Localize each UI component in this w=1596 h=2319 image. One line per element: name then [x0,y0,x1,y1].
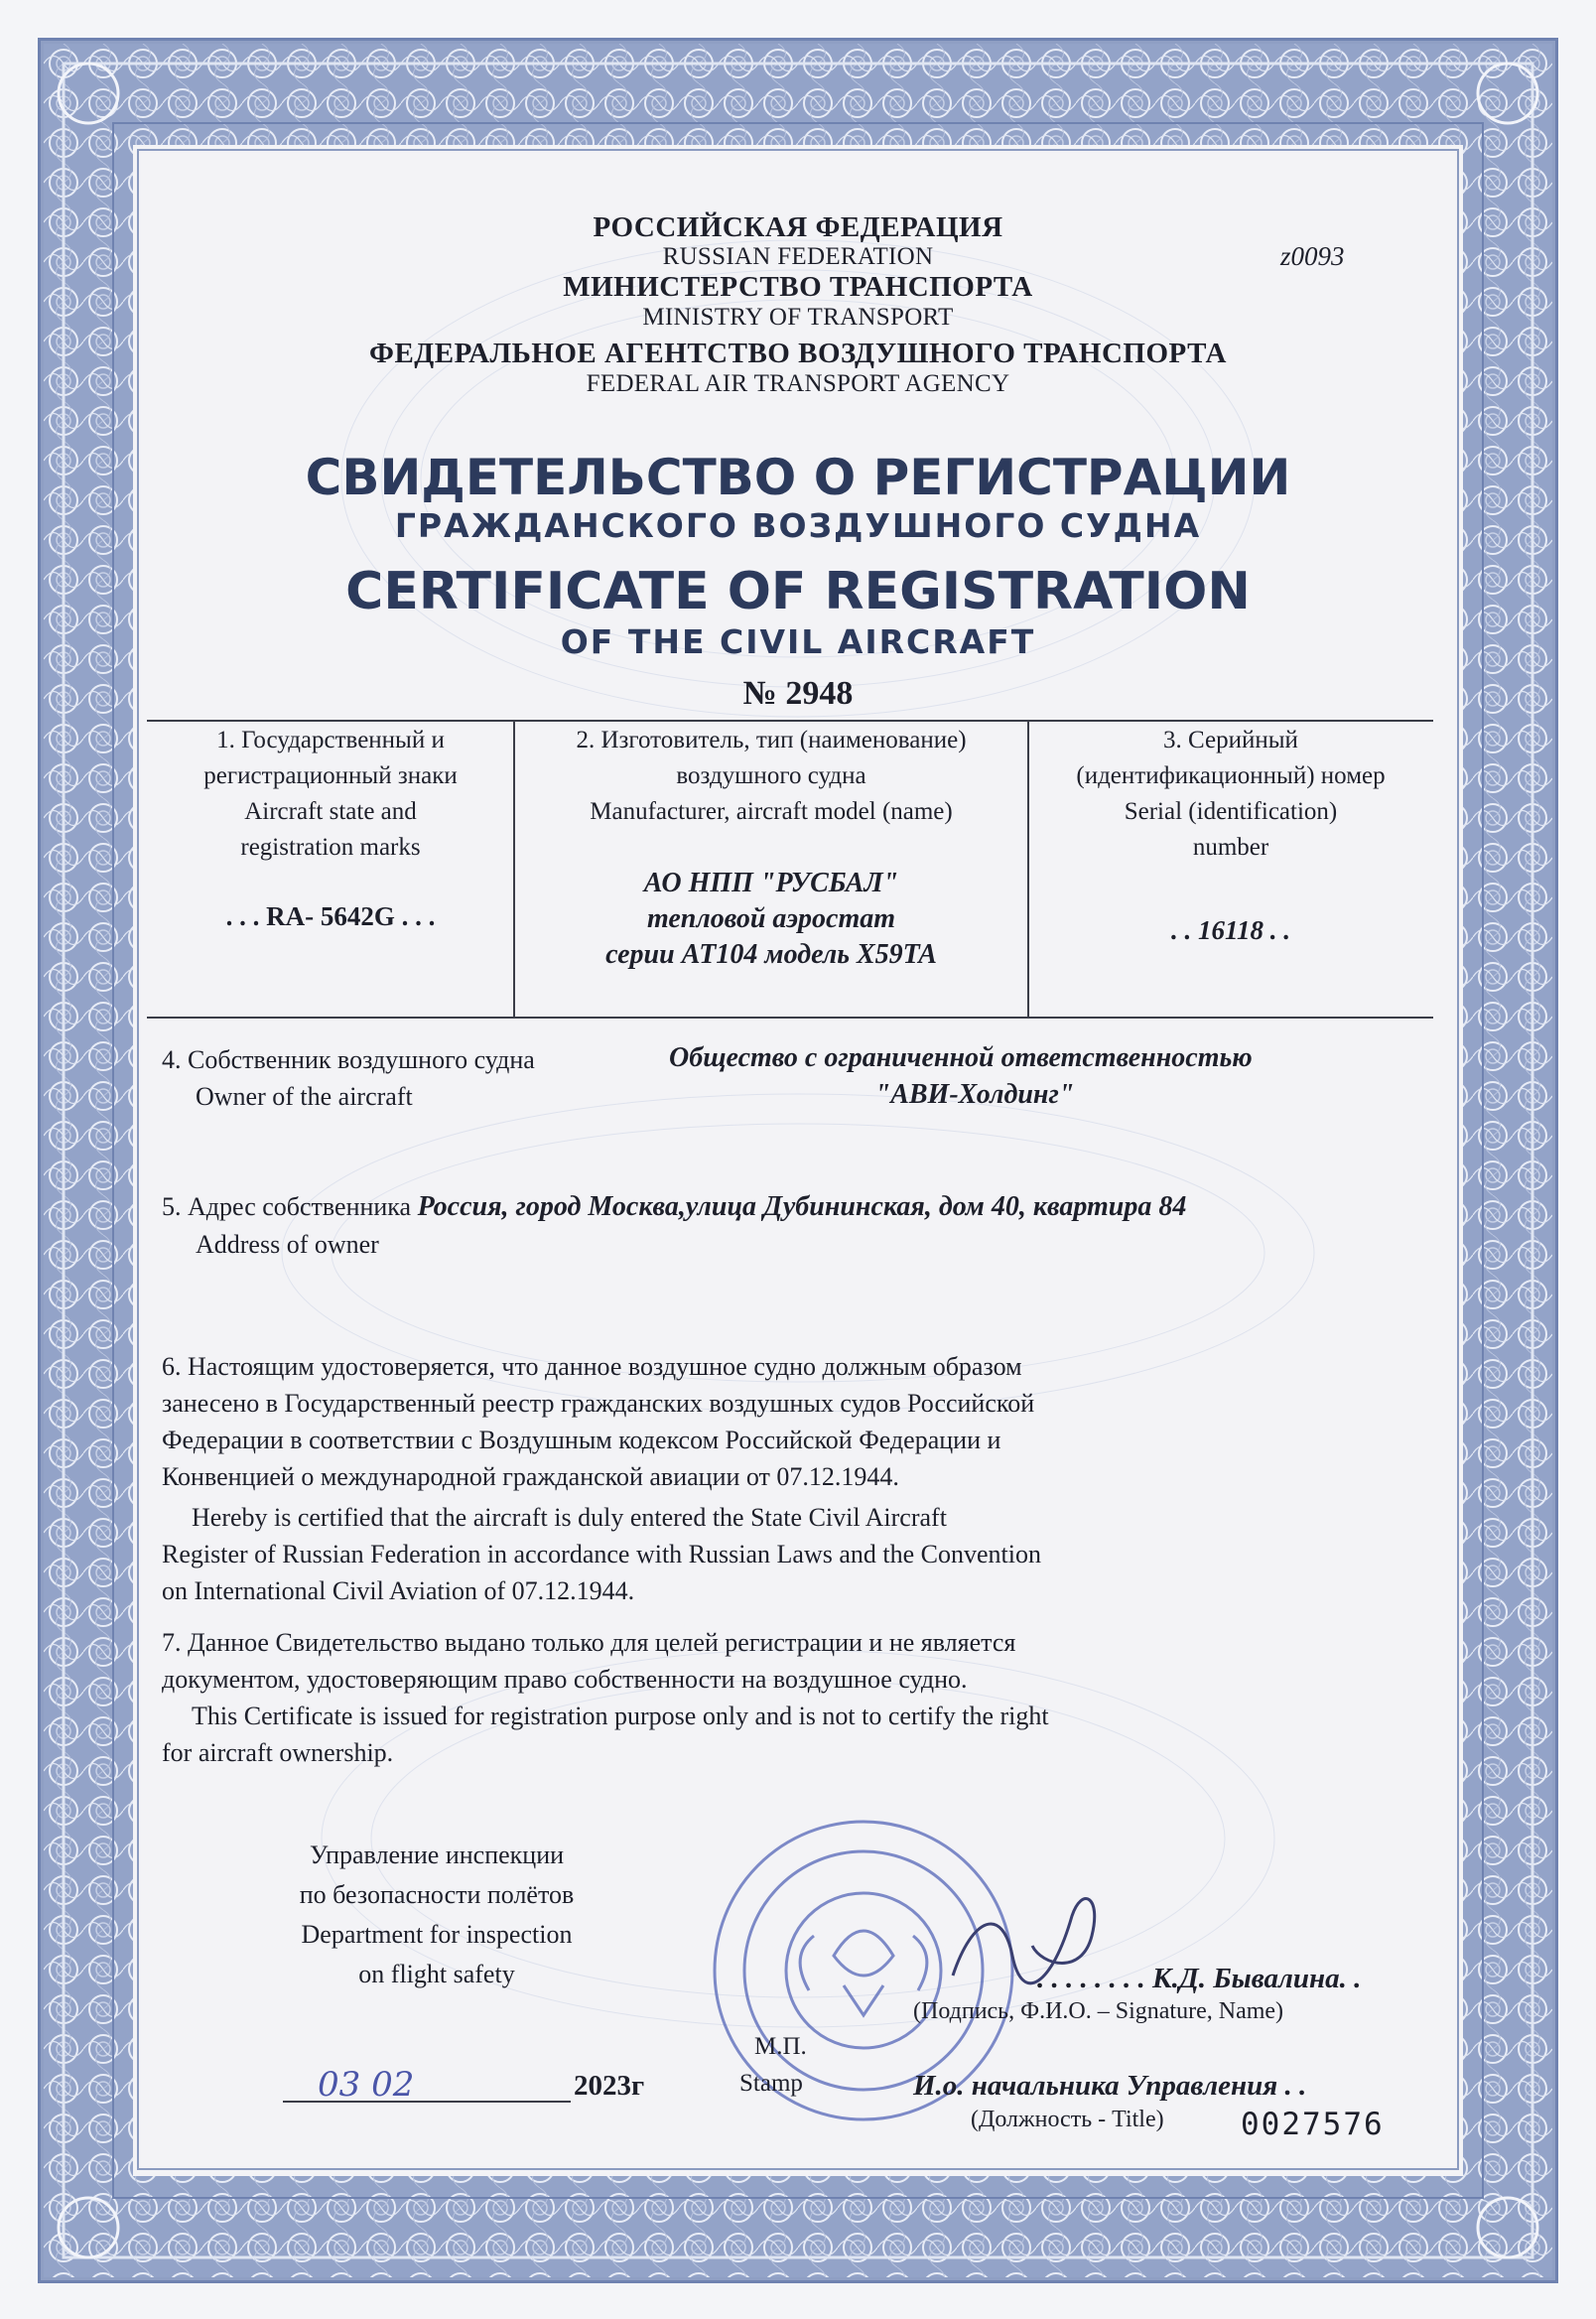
clause6-ru-line1: 6. Настоящим удостоверяется, что данное воздушное судно должным образом [162,1352,1022,1381]
col1-header [149,723,512,866]
clause7-ru-line2: документом, удостоверяющим право собственности на воздушное судно. [162,1665,968,1694]
title-ru-line2: ГРАЖДАНСКОГО ВОЗДУШНОГО СУДНА [394,506,1202,545]
registration-marks-value: . . . RA- 5642G . . . [225,901,436,931]
col2-head-ru-2: воздушного судна [676,762,866,789]
clause6-en-line3: on International Civil Aviation of 07.12.1944. [162,1576,635,1605]
signatory-title: И.о. начальника Управления . . [913,2070,1307,2102]
owner-value-line1: Общество с ограниченной ответственностью [669,1042,1253,1073]
ministry-ru: МИНИСТЕРСТВО ТРАНСПОРТА [563,271,1033,303]
clause6-ru-line3: Федерации в соответствии с Воздушным кодексом Российской Федерации и [162,1426,1001,1454]
serial-number-value: . . 16118 . . [1170,915,1290,945]
form-serial-number: 0027576 [1241,2107,1385,2142]
signatory-name: . . . . . . . . К.Д. Бывалина. . [1037,1963,1362,1994]
issuer-ru-line1: Управление инспекции [309,1841,565,1869]
country-en: RUSSIAN FEDERATION [662,243,934,270]
table-bottom-rule [147,1017,1433,1019]
address-label-en: Address of owner [196,1230,379,1259]
address-label-ru-text: 5. Адрес собственника [162,1192,412,1221]
col1-head-en-1: Aircraft state and [244,798,417,825]
manufacturer-value [515,866,1027,973]
certificate-number: № 2948 [742,675,854,712]
title-ru-line1: СВИДЕТЕЛЬСТВО О РЕГИСТРАЦИИ [305,449,1291,506]
col3-head-en-2: number [1192,834,1269,861]
title-en-line1: CERTIFICATE OF REGISTRATION [345,562,1251,621]
clause6-ru [162,1348,1034,1495]
owner-label-en: Owner of the aircraft [196,1082,413,1111]
clause6-en-line1: Hereby is certified that the aircraft is duly entered the State Civil Aircraft [192,1503,947,1532]
col1-head-ru-2: регистрационный знаки [203,762,458,789]
clause7-ru [162,1624,1049,1771]
signature-caption: (Подпись, Ф.И.О. – Signature, Name) [913,1998,1284,2024]
clause7-ru-line1: 7. Данное Свидетельство выдано только для целей регистрации и не является [162,1628,1016,1657]
address-value: Россия, город Москва,улица Дубининская, дом 40, квартира 84 [417,1191,1187,1222]
agency-en: FEDERAL AIR TRANSPORT AGENCY [586,370,1010,397]
clause6-en-line2: Register of Russian Federation in accordance with Russian Laws and the Convention [162,1540,1041,1569]
date-handwritten: 03 02 [318,2065,415,2105]
country-ru: РОССИЙСКАЯ ФЕДЕРАЦИЯ [593,211,1003,243]
date-year: 2023г [574,2070,645,2102]
clause6-ru-line2: занесено в Государственный реестр гражданских воздушных судов Российской [162,1389,1035,1418]
col3-header [1029,723,1432,866]
clause7-en-line2: for aircraft ownership. [162,1738,394,1767]
clause6-ru-line4: Конвенцией о международной гражданской авиации от 07.12.1944. [162,1462,899,1491]
col1-head-ru-1: 1. Государственный и [216,727,445,753]
issuer-en-line1: Department for inspection [301,1920,573,1949]
col3-head-ru-1: 3. Серийный [1163,727,1298,753]
col1-head-en-2: registration marks [240,834,421,861]
title-en-line2: OF THE CIVIL AIRCRAFT [560,622,1036,661]
title-caption: (Должность - Title) [971,2107,1164,2132]
col2-head-en: Manufacturer, aircraft model (name) [590,798,953,825]
clause7-en-line1: This Certificate is issued for registration purpose only and is not to certify the right [192,1702,1049,1730]
manufacturer-line2: тепловой аэростат [646,903,896,934]
clause6-en [162,1499,1041,1609]
owner-value-line2: "АВИ-Холдинг" [874,1079,1075,1110]
stamp-label-ru: М.П. [754,2033,807,2060]
col3-head-ru-2: (идентификационный) номер [1076,762,1386,789]
col2-header [515,723,1027,830]
agency-ru: ФЕДЕРАЛЬНОЕ АГЕНТСТВО ВОЗДУШНОГО ТРАНСПОРТА [369,338,1227,369]
stamp-label-en: Stamp [739,2070,803,2097]
manufacturer-line1: АО НПП "РУСБАЛ" [643,868,899,898]
col3-head-en-1: Serial (identification) [1124,798,1338,825]
issuer-en-line2: on flight safety [358,1960,515,1988]
manufacturer-line3: серии АТ104 модель X59TA [605,939,937,970]
ministry-en: MINISTRY OF TRANSPORT [642,304,954,331]
document-code: z0093 [1280,241,1345,271]
table-top-rule [147,720,1433,722]
issuer-block [238,1836,635,1994]
owner-label-ru: 4. Собственник воздушного судна [162,1045,535,1074]
address-label-ru [162,1188,1186,1225]
issuer-ru-line2: по безопасности полётов [299,1880,575,1909]
col2-head-ru-1: 2. Изготовитель, тип (наименование) [576,727,967,753]
